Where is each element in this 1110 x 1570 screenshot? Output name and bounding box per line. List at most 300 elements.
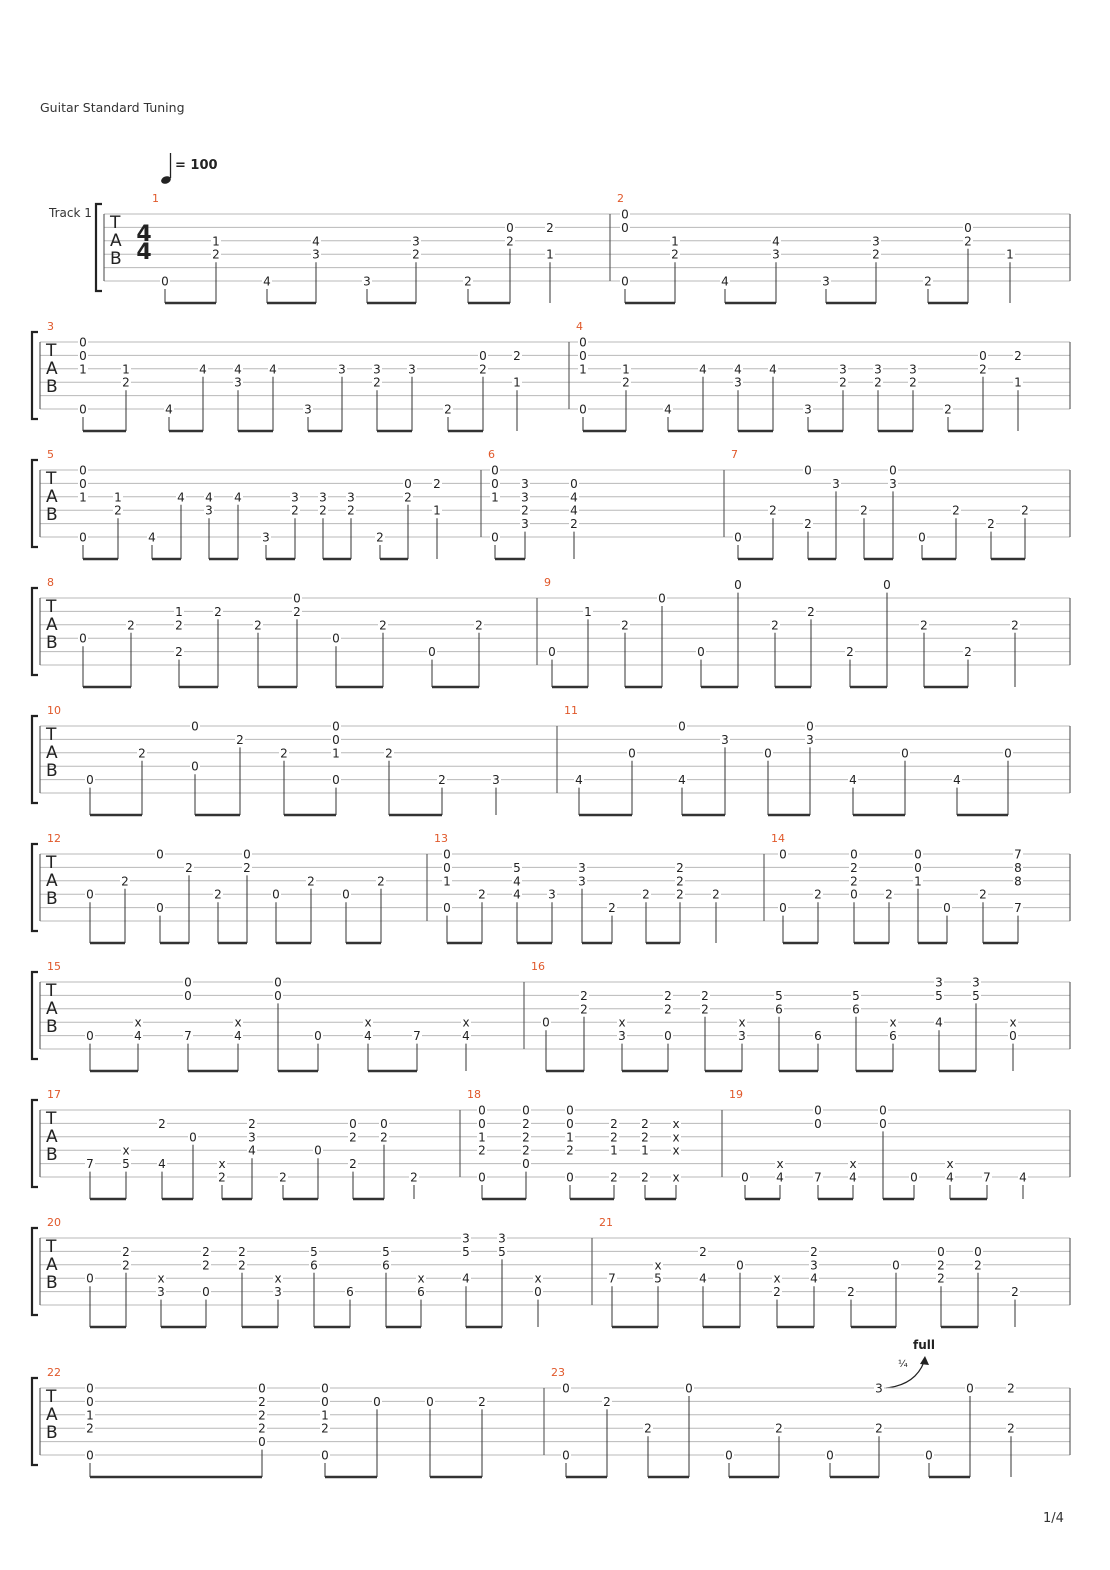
fret-number: 6 (889, 1029, 897, 1044)
fret-number: 1 (86, 1408, 94, 1423)
fret-number: 0 (734, 530, 742, 545)
measure-number: 8 (47, 576, 54, 589)
fret-number: 2 (379, 618, 387, 633)
fret-number: x (274, 1271, 282, 1286)
tab-clef-letter: B (46, 1273, 58, 1293)
fret-number: 1 (79, 490, 87, 505)
fret-number: 0 (478, 1116, 486, 1131)
fret-number: 2 (1007, 1421, 1015, 1436)
fret-number: 0 (314, 1029, 322, 1044)
fret-number: 0 (491, 476, 499, 491)
fret-number: 4 (734, 362, 742, 377)
system-bracket (32, 1228, 38, 1315)
fret-number: 2 (860, 503, 868, 518)
fret-number: 2 (479, 362, 487, 377)
track-label: Track 1 (49, 206, 92, 220)
fret-number: 1 (914, 874, 922, 889)
fret-number: 0 (879, 1116, 887, 1131)
fret-number: 2 (347, 503, 355, 518)
fret-number: 2 (804, 517, 812, 532)
fret-number: 3 (248, 1130, 256, 1145)
fret-number: 2 (621, 618, 629, 633)
fret-number: 0 (883, 578, 891, 593)
tab-clef-letter: T (46, 853, 57, 873)
fret-number: 3 (738, 1029, 746, 1044)
fret-number: 4 (946, 1170, 954, 1185)
fret-number: 2 (122, 1258, 130, 1273)
fret-number: 2 (175, 645, 183, 660)
fret-number: 0 (628, 746, 636, 761)
fret-number: 4 (234, 490, 242, 505)
fret-number: 2 (875, 1421, 883, 1436)
fret-number: 6 (814, 1029, 822, 1044)
fret-number: 0 (621, 207, 629, 222)
fret-number: 0 (826, 1448, 834, 1463)
fret-number: 3 (721, 732, 729, 747)
fret-number: 0 (914, 847, 922, 862)
fret-number: 0 (478, 1170, 486, 1185)
fret-number: 0 (184, 988, 192, 1003)
tab-clef-letter: A (46, 1405, 58, 1425)
fret-number: 4 (849, 773, 857, 788)
tab-clef-letter: T (46, 597, 57, 617)
fret-number: 2 (291, 503, 299, 518)
tab-clef-letter: T (46, 341, 57, 361)
fret-number: 4 (810, 1271, 818, 1286)
fret-number: 4 (769, 362, 777, 377)
fret-number: 5 (852, 988, 860, 1003)
tab-clef-letter: T (46, 1387, 57, 1407)
fret-number: 0 (621, 220, 629, 235)
fret-number: 3 (810, 1258, 818, 1273)
fret-number: 2 (522, 1130, 530, 1145)
tab-system (32, 832, 1070, 943)
fret-number: 2 (603, 1394, 611, 1409)
fret-number: 4 (199, 362, 207, 377)
fret-number: x (672, 1116, 680, 1131)
fret-number: 3 (373, 362, 381, 377)
fret-number: 2 (701, 1002, 709, 1017)
fret-number: 3 (312, 247, 320, 262)
fret-number: 2 (214, 887, 222, 902)
fret-number: 2 (924, 274, 932, 289)
fret-number: 2 (138, 746, 146, 761)
fret-number: 2 (874, 375, 882, 390)
fret-number: 0 (562, 1381, 570, 1396)
fret-number: 1 (1014, 375, 1022, 390)
fret-number: 0 (79, 476, 87, 491)
fret-number: 0 (156, 901, 164, 916)
page-number: 1/4 (1043, 1511, 1064, 1526)
fret-number: 0 (79, 530, 87, 545)
fret-number: 1 (671, 234, 679, 249)
fret-number: 2 (664, 988, 672, 1003)
fret-number: 3 (618, 1029, 626, 1044)
fret-number: x (417, 1271, 425, 1286)
fret-number: 4 (269, 362, 277, 377)
bend-arrow-head (920, 1356, 929, 1365)
fret-number: 3 (578, 874, 586, 889)
fret-number: 2 (1007, 1381, 1015, 1396)
fret-number: 0 (321, 1448, 329, 1463)
measure-number: 12 (47, 832, 61, 845)
fret-number: 3 (875, 1381, 883, 1396)
measure-number: 1 (152, 192, 159, 205)
fret-number: 0 (332, 773, 340, 788)
fret-number: 3 (338, 362, 346, 377)
tab-clef-letter: A (110, 231, 122, 251)
tab-clef-letter: B (110, 249, 122, 269)
fret-number: 0 (426, 1394, 434, 1409)
system-bracket (32, 844, 38, 931)
tab-clef-letter: T (46, 725, 57, 745)
system-bracket (32, 460, 38, 547)
tab-clef-letter: B (46, 377, 58, 397)
fret-number: 0 (566, 1103, 574, 1118)
fret-number: 3 (832, 476, 840, 491)
fret-number: 4 (205, 490, 213, 505)
systems-layer (32, 192, 1070, 1477)
fret-number: 0 (685, 1381, 693, 1396)
measure-number: 6 (488, 448, 495, 461)
fret-number: 2 (506, 234, 514, 249)
fret-number: 3 (889, 476, 897, 491)
fret-number: 2 (385, 746, 393, 761)
fret-number: 3 (839, 362, 847, 377)
fret-number: 3 (492, 773, 500, 788)
time-signature-digit: 4 (136, 222, 152, 247)
fret-number: 0 (548, 645, 556, 660)
fret-number: 4 (234, 1029, 242, 1044)
fret-number: 2 (641, 1170, 649, 1185)
system-bracket (32, 1378, 38, 1465)
tab-clef-letter: T (46, 981, 57, 1001)
fret-number: 0 (974, 1244, 982, 1259)
fret-number: 1 (641, 1143, 649, 1158)
fret-number: 4 (935, 1015, 943, 1030)
fret-number: 3 (319, 490, 327, 505)
fret-number: 0 (570, 476, 578, 491)
fret-number: 4 (721, 274, 729, 289)
fret-number: 5 (122, 1157, 130, 1172)
tab-system (32, 704, 1070, 815)
fret-number: 0 (79, 402, 87, 417)
tab-clef-letter: B (46, 505, 58, 525)
tempo-value: = 100 (175, 158, 218, 173)
fret-number: 3 (548, 887, 556, 902)
fret-number: 3 (772, 247, 780, 262)
fret-number: 0 (86, 887, 94, 902)
fret-number: 2 (1011, 1285, 1019, 1300)
fret-number: 0 (910, 1170, 918, 1185)
fret-number: 0 (443, 901, 451, 916)
measure-number: 21 (599, 1216, 613, 1229)
fret-number: 1 (491, 490, 499, 505)
fret-number: 2 (513, 348, 521, 363)
fret-number: 2 (522, 1116, 530, 1131)
fret-number: 0 (156, 847, 164, 862)
fret-number: 2 (909, 375, 917, 390)
tuning-label: Guitar Standard Tuning (40, 100, 185, 115)
fret-number: 0 (191, 759, 199, 774)
fret-number: 4 (1019, 1170, 1027, 1185)
fret-number: 3 (804, 402, 812, 417)
fret-number: 0 (478, 1103, 486, 1118)
fret-number: 0 (373, 1394, 381, 1409)
fret-number: 0 (964, 220, 972, 235)
fret-number: 3 (935, 975, 943, 990)
fret-number: 0 (879, 1103, 887, 1118)
fret-number: 0 (274, 988, 282, 1003)
fret-number: x (218, 1157, 226, 1172)
fret-number: 0 (332, 732, 340, 747)
fret-number: 0 (522, 1103, 530, 1118)
measure-number: 3 (47, 320, 54, 333)
fret-number: 2 (952, 503, 960, 518)
fret-number: 2 (610, 1116, 618, 1131)
fret-number: 2 (974, 1258, 982, 1273)
tab-clef-letter: B (46, 889, 58, 909)
bend-annotation (886, 1338, 935, 1388)
fret-number: 4 (158, 1157, 166, 1172)
fret-number: 0 (664, 1029, 672, 1044)
fret-number: 2 (979, 887, 987, 902)
fret-number: 1 (212, 234, 220, 249)
fret-number: 0 (892, 1258, 900, 1273)
fret-number: 0 (764, 746, 772, 761)
tab-clef-letter: B (46, 761, 58, 781)
fret-number: 2 (850, 860, 858, 875)
fret-number: 4 (234, 362, 242, 377)
fret-number: 2 (807, 604, 815, 619)
fret-number: 2 (258, 1408, 266, 1423)
fret-number: 2 (987, 517, 995, 532)
fret-number: 0 (191, 719, 199, 734)
fret-number: 2 (373, 375, 381, 390)
fret-number: 2 (475, 618, 483, 633)
fret-number: 0 (914, 860, 922, 875)
fret-number: 0 (332, 631, 340, 646)
fret-number: 6 (852, 1002, 860, 1017)
fret-number: 3 (578, 860, 586, 875)
fret-number: 2 (644, 1421, 652, 1436)
fret-number: 2 (478, 887, 486, 902)
fret-number: 2 (214, 604, 222, 619)
fret-number: 0 (79, 348, 87, 363)
fret-number: x (654, 1258, 662, 1273)
fret-number: 0 (428, 645, 436, 660)
fret-number: 4 (570, 490, 578, 505)
tab-clef-letter: A (46, 871, 58, 891)
fret-number: 2 (699, 1244, 707, 1259)
fret-number: 2 (712, 887, 720, 902)
fret-number: 0 (321, 1394, 329, 1409)
tab-clef-letter: A (46, 615, 58, 635)
fret-number: 2 (478, 1143, 486, 1158)
fret-number: 2 (307, 874, 315, 889)
fret-number: 5 (462, 1244, 470, 1259)
fret-number: 0 (332, 719, 340, 734)
fret-number: 0 (258, 1381, 266, 1396)
fret-number: 2 (412, 247, 420, 262)
fret-number: 3 (872, 234, 880, 249)
tab-clef-letter: B (46, 1017, 58, 1037)
fret-number: 1 (622, 362, 630, 377)
system-bracket (32, 972, 38, 1059)
fret-number: 1 (1006, 247, 1014, 262)
fret-number: 2 (566, 1143, 574, 1158)
system-bracket (32, 716, 38, 803)
tab-clef-letter: A (46, 1127, 58, 1147)
fret-number: 0 (272, 887, 280, 902)
tab-clef-letter: B (46, 633, 58, 653)
fret-number: 2 (622, 375, 630, 390)
fret-number: 2 (185, 860, 193, 875)
fret-number: 2 (202, 1244, 210, 1259)
fret-number: 2 (701, 988, 709, 1003)
fret-number: 0 (678, 719, 686, 734)
fret-number: 2 (846, 645, 854, 660)
tab-system (32, 1366, 1070, 1477)
fret-number: 3 (972, 975, 980, 990)
fret-number: 3 (909, 362, 917, 377)
fret-number: 0 (943, 901, 951, 916)
fret-number: 0 (79, 335, 87, 350)
fret-number: 0 (697, 645, 705, 660)
fret-number: 1 (321, 1408, 329, 1423)
fret-number: 3 (498, 1231, 506, 1246)
fret-number: x (738, 1015, 746, 1030)
fret-number: x (618, 1015, 626, 1030)
fret-number: 2 (1011, 618, 1019, 633)
fret-number: 0 (579, 335, 587, 350)
measure-number: 19 (729, 1088, 743, 1101)
fret-number: 2 (580, 988, 588, 1003)
tab-system (32, 576, 1070, 687)
fret-number: 0 (314, 1143, 322, 1158)
tab-clef-letter: B (46, 1423, 58, 1443)
fret-number: 0 (293, 591, 301, 606)
bend-quarter-label: ¼ (898, 1359, 908, 1370)
measure-number: 20 (47, 1216, 61, 1229)
fret-number: 2 (642, 887, 650, 902)
fret-number: 4 (148, 530, 156, 545)
fret-number: 3 (521, 490, 529, 505)
fret-number: 3 (304, 402, 312, 417)
fret-number: 2 (158, 1116, 166, 1131)
fret-number: 4 (953, 773, 961, 788)
fret-number: 4 (575, 773, 583, 788)
fret-number: 5 (382, 1244, 390, 1259)
fret-number: 0 (189, 1130, 197, 1145)
fret-number: 0 (1009, 1029, 1017, 1044)
fret-number: 3 (291, 490, 299, 505)
fret-number: 0 (621, 274, 629, 289)
fret-number: 0 (491, 463, 499, 478)
fret-number: 6 (310, 1258, 318, 1273)
tab-system (32, 960, 1070, 1071)
fret-number: 0 (522, 1157, 530, 1172)
fret-number: 2 (979, 362, 987, 377)
fret-number: 2 (964, 645, 972, 660)
fret-number: 4 (699, 362, 707, 377)
fret-number: 0 (814, 1116, 822, 1131)
measure-number: 16 (531, 960, 545, 973)
fret-number: 1 (332, 746, 340, 761)
fret-number: 2 (279, 1170, 287, 1185)
fret-number: 1 (175, 604, 183, 619)
fret-number: 3 (521, 476, 529, 491)
fret-number: 2 (872, 247, 880, 262)
fret-number: 3 (822, 274, 830, 289)
fret-number: 4 (177, 490, 185, 505)
fret-number: 4 (776, 1170, 784, 1185)
fret-number: x (776, 1157, 784, 1172)
fret-number: 0 (86, 1381, 94, 1396)
fret-number: 0 (579, 348, 587, 363)
fret-number: 4 (165, 402, 173, 417)
fret-number: 0 (566, 1170, 574, 1185)
fret-number: 2 (349, 1130, 357, 1145)
fret-number: 0 (534, 1285, 542, 1300)
fret-number: 2 (404, 490, 412, 505)
fret-number: 7 (1014, 847, 1022, 862)
fret-number: 1 (114, 490, 122, 505)
fret-number: 4 (248, 1143, 256, 1158)
fret-number: 0 (925, 1448, 933, 1463)
fret-number: 0 (725, 1448, 733, 1463)
fret-number: 0 (86, 773, 94, 788)
fret-number: 2 (236, 732, 244, 747)
fret-number: x (1009, 1015, 1017, 1030)
fret-number: 2 (238, 1258, 246, 1273)
fret-number: 4 (772, 234, 780, 249)
fret-number: 0 (966, 1381, 974, 1396)
fret-number: 5 (513, 860, 521, 875)
fret-number: 2 (86, 1421, 94, 1436)
measure-number: 9 (544, 576, 551, 589)
fret-number: 6 (775, 1002, 783, 1017)
measure-number: 18 (467, 1088, 481, 1101)
fret-number: 2 (238, 1244, 246, 1259)
fret-number: 2 (671, 247, 679, 262)
fret-number: 2 (610, 1130, 618, 1145)
fret-number: 3 (363, 274, 371, 289)
fret-number: 0 (184, 975, 192, 990)
fret-number: 2 (1014, 348, 1022, 363)
fret-number: 2 (641, 1116, 649, 1131)
fret-number: 2 (608, 901, 616, 916)
fret-number: 7 (413, 1029, 421, 1044)
tab-clef-letter: A (46, 487, 58, 507)
fret-number: 0 (542, 1015, 550, 1030)
fret-number: 2 (212, 247, 220, 262)
fret-number: 0 (850, 847, 858, 862)
fret-number: 3 (157, 1285, 165, 1300)
measure-number: 17 (47, 1088, 61, 1101)
tab-system (32, 1216, 1070, 1327)
fret-number: 0 (937, 1244, 945, 1259)
fret-number: 2 (444, 402, 452, 417)
time-signature-digit: 4 (136, 240, 152, 265)
fret-number: x (849, 1157, 857, 1172)
fret-number: 2 (122, 375, 130, 390)
fret-number: x (672, 1143, 680, 1158)
fret-number: x (122, 1143, 130, 1158)
fret-number: 0 (349, 1116, 357, 1131)
fret-number: 2 (964, 234, 972, 249)
tab-system (32, 320, 1070, 431)
